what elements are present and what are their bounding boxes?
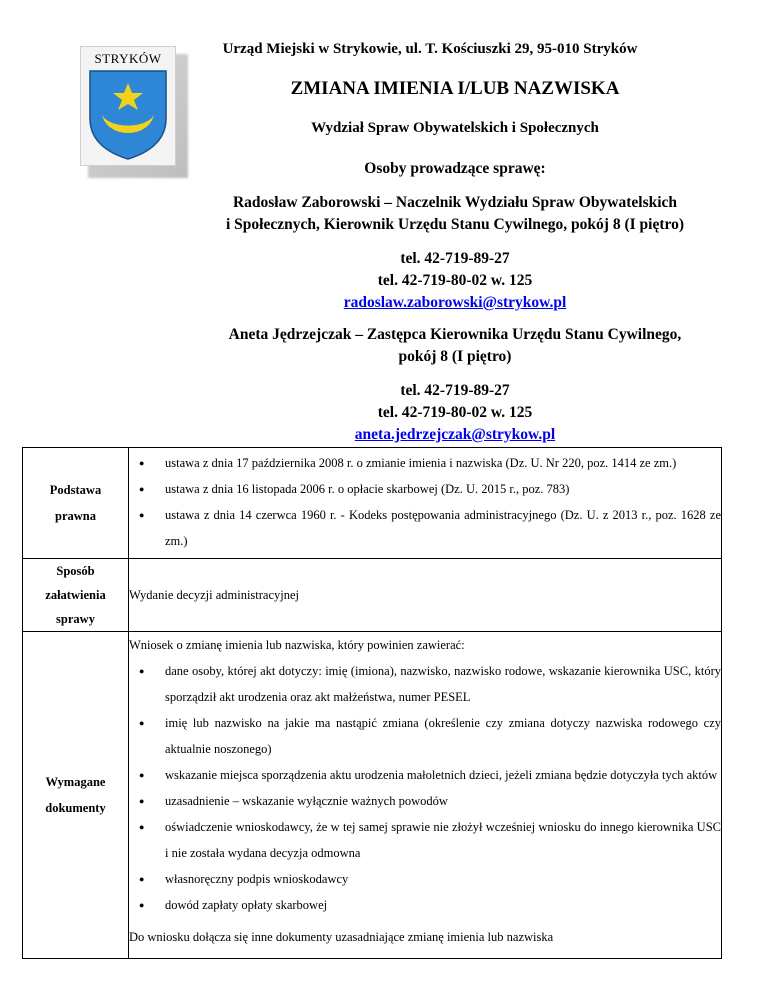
label-line: załatwienia <box>45 588 106 602</box>
label-line: Sposób <box>56 564 95 578</box>
list-item: ● oświadczenie wnioskodawcy, że w tej samej sprawie nie złożył wcześniej wniosku do innego kierownika USC i nie została wydana decyzja odmowna <box>129 814 721 866</box>
list-item: ● ustawa z dnia 14 czerwca 1960 r. - Kodeks postępowania administracyjnego (Dz. U. z 2013 r., poz. 1628 ze zm.) <box>129 502 721 554</box>
coat-of-arms <box>80 46 192 184</box>
legal-basis-row <box>23 448 722 559</box>
contact-block-1 <box>150 192 760 236</box>
contact-phones-1 <box>150 248 760 314</box>
contact-block-2 <box>150 324 760 368</box>
crest-label: STRYKÓW <box>94 51 162 66</box>
contact-phone: tel. 42-719-89-27 <box>400 250 510 267</box>
department-name: Wydział Spraw Obywatelskich i Społecznych <box>311 120 599 136</box>
office-address: Urząd Miejski w Strykowie, ul. T. Kościuszki 29, 95-010 Stryków <box>222 41 638 57</box>
label-line: Wymagane <box>45 775 106 789</box>
contact-phone: tel. 42-719-89-27 <box>400 382 510 399</box>
contact-email-link[interactable]: aneta.jedrzejczak@strykow.pl <box>354 426 556 443</box>
method-label <box>23 559 129 632</box>
documents-content <box>129 632 722 959</box>
label-line: dokumenty <box>45 801 106 815</box>
method-content <box>129 559 722 632</box>
page-title: ZMIANA IMIENIA I/LUB NAZWISKA <box>290 78 620 99</box>
shield-icon <box>86 67 170 161</box>
label-line: prawna <box>55 509 96 523</box>
label-line: sprawy <box>56 612 95 626</box>
contact-name-line: Radosław Zaborowski – Naczelnik Wydziału Spraw Obywatelskich <box>232 194 678 211</box>
legal-basis-label <box>23 448 129 559</box>
info-table <box>22 447 722 959</box>
contact-phone-ext: tel. 42-719-80-02 w. 125 <box>377 272 533 289</box>
list-item: ● imię lub nazwisko na jakie ma nastąpić zmiana (określenie czy zmiana dotyczy nazwiska rodowego czy aktualnie noszonego) <box>129 710 721 762</box>
list-item: ● ustawa z dnia 17 października 2008 r. o zmianie imienia i nazwiska (Dz. U. Nr 220, poz. 1414 ze zm.) <box>129 450 721 476</box>
list-item: ● dane osoby, której akt dotyczy: imię (imiona), nazwisko, nazwisko rodowe, wskazanie kierownika USC, który sporządził akt urodzenia oraz akt małżeństwa, numer PESEL <box>129 658 721 710</box>
list-item: ● wskazanie miejsca sporządzenia aktu urodzenia małoletnich dzieci, jeżeli zmiana będzie dotyczyła tych aktów <box>129 762 721 788</box>
contact-role-line: pokój 8 (I piętro) <box>398 348 512 365</box>
label-line: Podstawa <box>49 483 102 497</box>
contact-phones-2 <box>150 380 760 446</box>
contact-role-line: i Społecznych, Kierownik Urzędu Stanu Cywilnego, pokój 8 (I piętro) <box>226 216 684 233</box>
documents-label <box>23 632 129 959</box>
method-row <box>23 559 722 632</box>
contact-name-line: Aneta Jędrzejczak – Zastępca Kierownika Urzędu Stanu Cywilnego, <box>228 326 682 343</box>
crest-card <box>80 46 176 166</box>
persons-heading: Osoby prowadzące sprawę: <box>364 160 546 177</box>
documents-row <box>23 632 722 959</box>
contact-phone-ext: tel. 42-719-80-02 w. 125 <box>377 404 533 421</box>
method-value: Wydanie decyzji administracyjnej <box>129 588 300 602</box>
contact-email-link[interactable]: radoslaw.zaborowski@strykow.pl <box>343 294 567 311</box>
documents-list <box>129 658 721 918</box>
list-item: ● ustawa z dnia 16 listopada 2006 r. o opłacie skarbowej (Dz. U. 2015 r., poz. 783) <box>129 476 721 502</box>
list-item: ● dowód zapłaty opłaty skarbowej <box>129 892 721 918</box>
documents-intro: Wniosek o zmianę imienia lub nazwiska, który powinien zawierać: <box>129 638 465 652</box>
legal-basis-content <box>129 448 722 559</box>
list-item: ● uzasadnienie – wskazanie wyłącznie ważnych powodów <box>129 788 721 814</box>
documents-footer: Do wniosku dołącza się inne dokumenty uzasadniające zmianę imienia lub nazwiska <box>129 930 554 944</box>
list-item: ● własnoręczny podpis wnioskodawcy <box>129 866 721 892</box>
legal-basis-list <box>129 450 721 554</box>
